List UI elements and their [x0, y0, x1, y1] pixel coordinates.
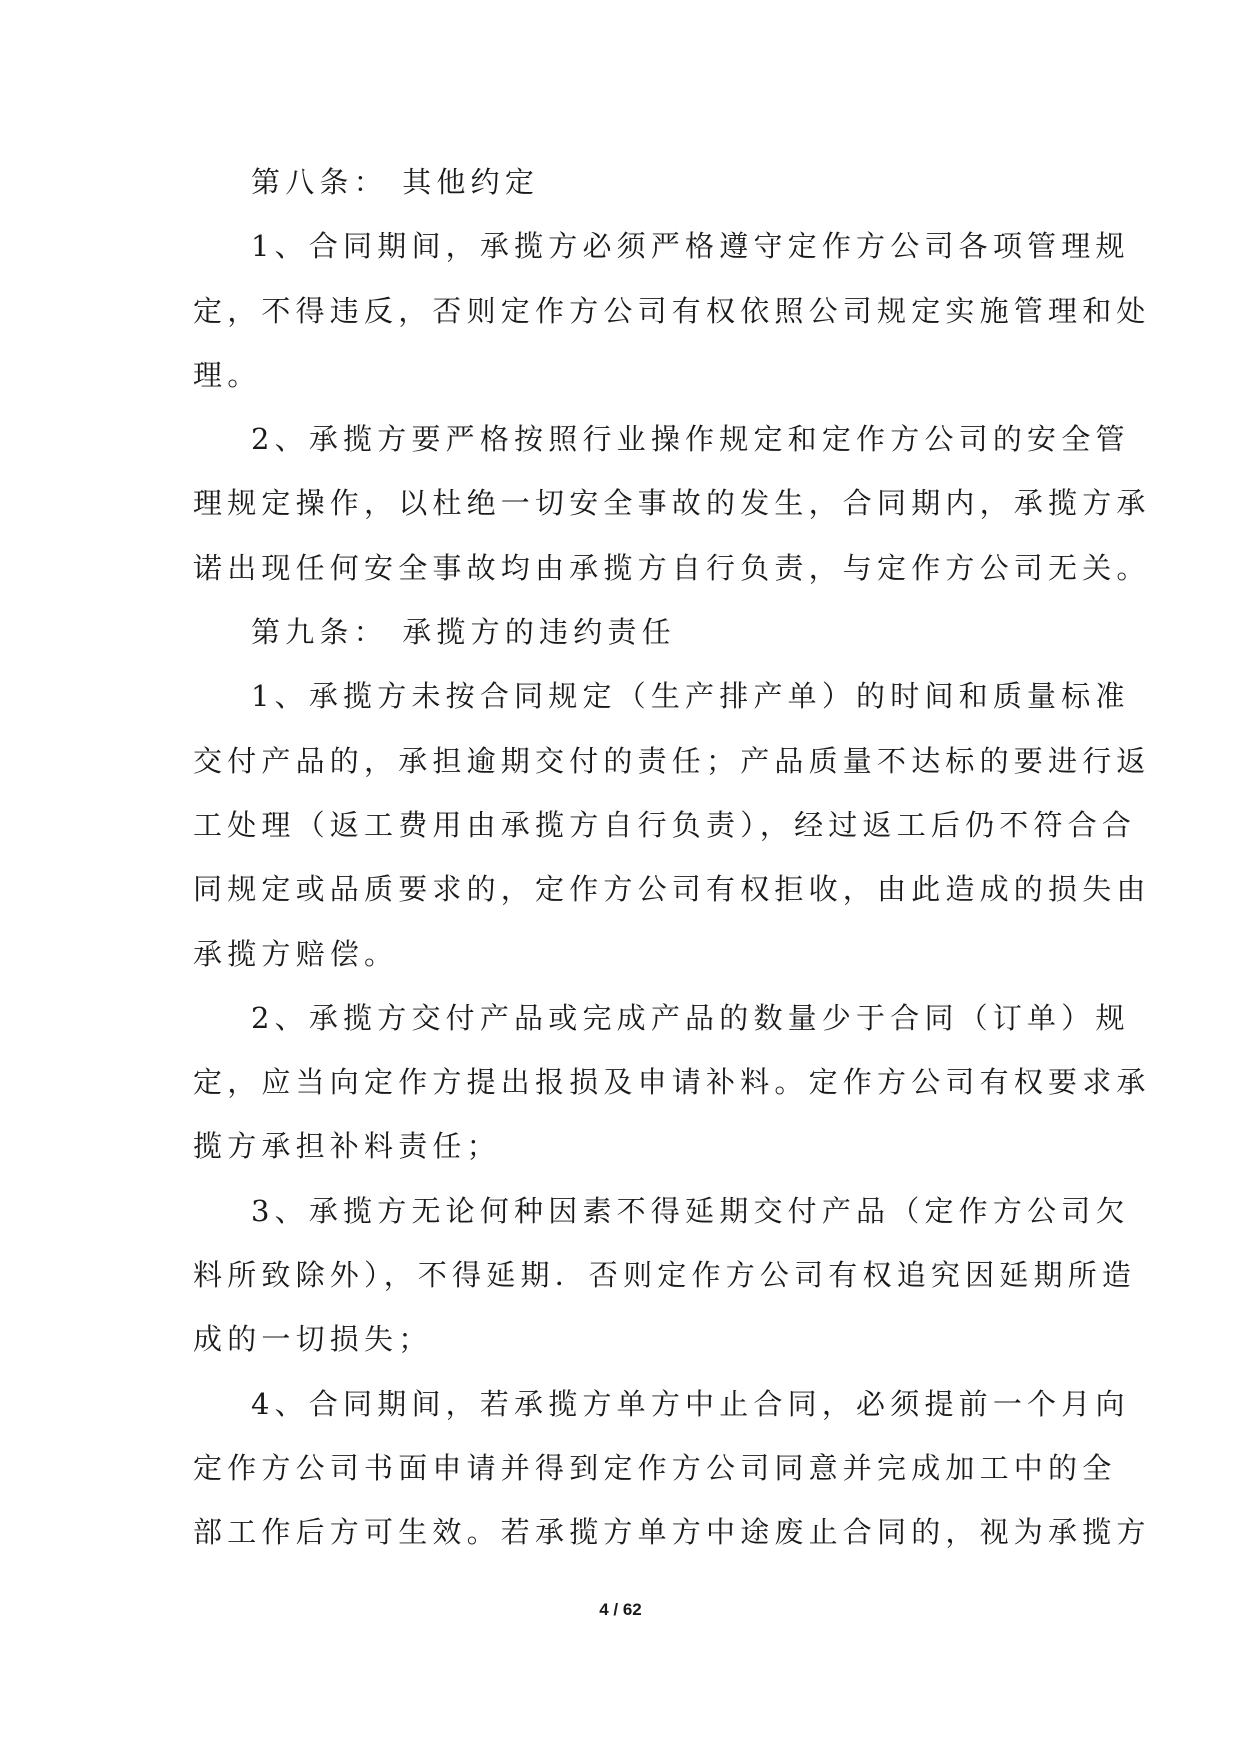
text-line: 工处理（返工费用由承揽方自行负责），经过返工后仍不符合合: [193, 807, 1137, 842]
text-line: 1、承揽方未按合同规定（生产排产单）的时间和质量标准: [251, 679, 1130, 714]
text-line: 理。: [193, 357, 262, 392]
text-line: 第九条： 承揽方的违约责任: [251, 615, 676, 650]
text-line: 诺出现任何安全事故均由承揽方自行负责，与定作方公司无关。: [193, 550, 1151, 585]
text-line: 2、承揽方交付产品或完成产品的数量少于合同（订单）规: [251, 1000, 1130, 1035]
page-number: 4 / 62: [599, 1600, 642, 1619]
text-line: 理规定操作，以杜绝一切安全事故的发生，合同期内，承揽方承: [193, 486, 1151, 521]
text-line: 第八条： 其他约定: [251, 165, 540, 199]
text-line: 承揽方赔偿。: [193, 936, 399, 971]
text-line: 4、合同期间，若承揽方单方中止合同，必须提前一个月向: [251, 1386, 1130, 1421]
document-body: [193, 150, 1151, 1565]
text-line: 成的一切损失；: [193, 1322, 433, 1357]
text-line: 部工作后方可生效。若承揽方单方中途废止合同的，视为承揽方: [193, 1515, 1151, 1550]
text-line: 揽方承担补料责任；: [193, 1129, 501, 1164]
text-line: 定，应当向定作方提出报损及申请补料。定作方公司有权要求承: [193, 1065, 1151, 1100]
text-line: 料所致除外），不得延期．否则定作方公司有权追究因延期所造: [193, 1258, 1137, 1293]
text-line: 定，不得违反，否则定作方公司有权依照公司规定实施管理和处: [193, 293, 1151, 328]
text-line: 2、承揽方要严格按照行业操作规定和定作方公司的安全管: [251, 422, 1130, 457]
text-line: 同规定或品质要求的，定作方公司有权拒收，由此造成的损失由: [193, 872, 1151, 907]
text-line: 1、合同期间，承揽方必须严格遵守定作方公司各项管理规: [251, 229, 1130, 264]
text-line: 定作方公司书面申请并得到定作方公司同意并完成加工中的全: [193, 1450, 1117, 1485]
text-line: 3、承揽方无论何种因素不得延期交付产品（定作方公司欠: [251, 1193, 1130, 1228]
text-line: 交付产品的，承担逾期交付的责任；产品质量不达标的要进行返: [193, 743, 1151, 778]
